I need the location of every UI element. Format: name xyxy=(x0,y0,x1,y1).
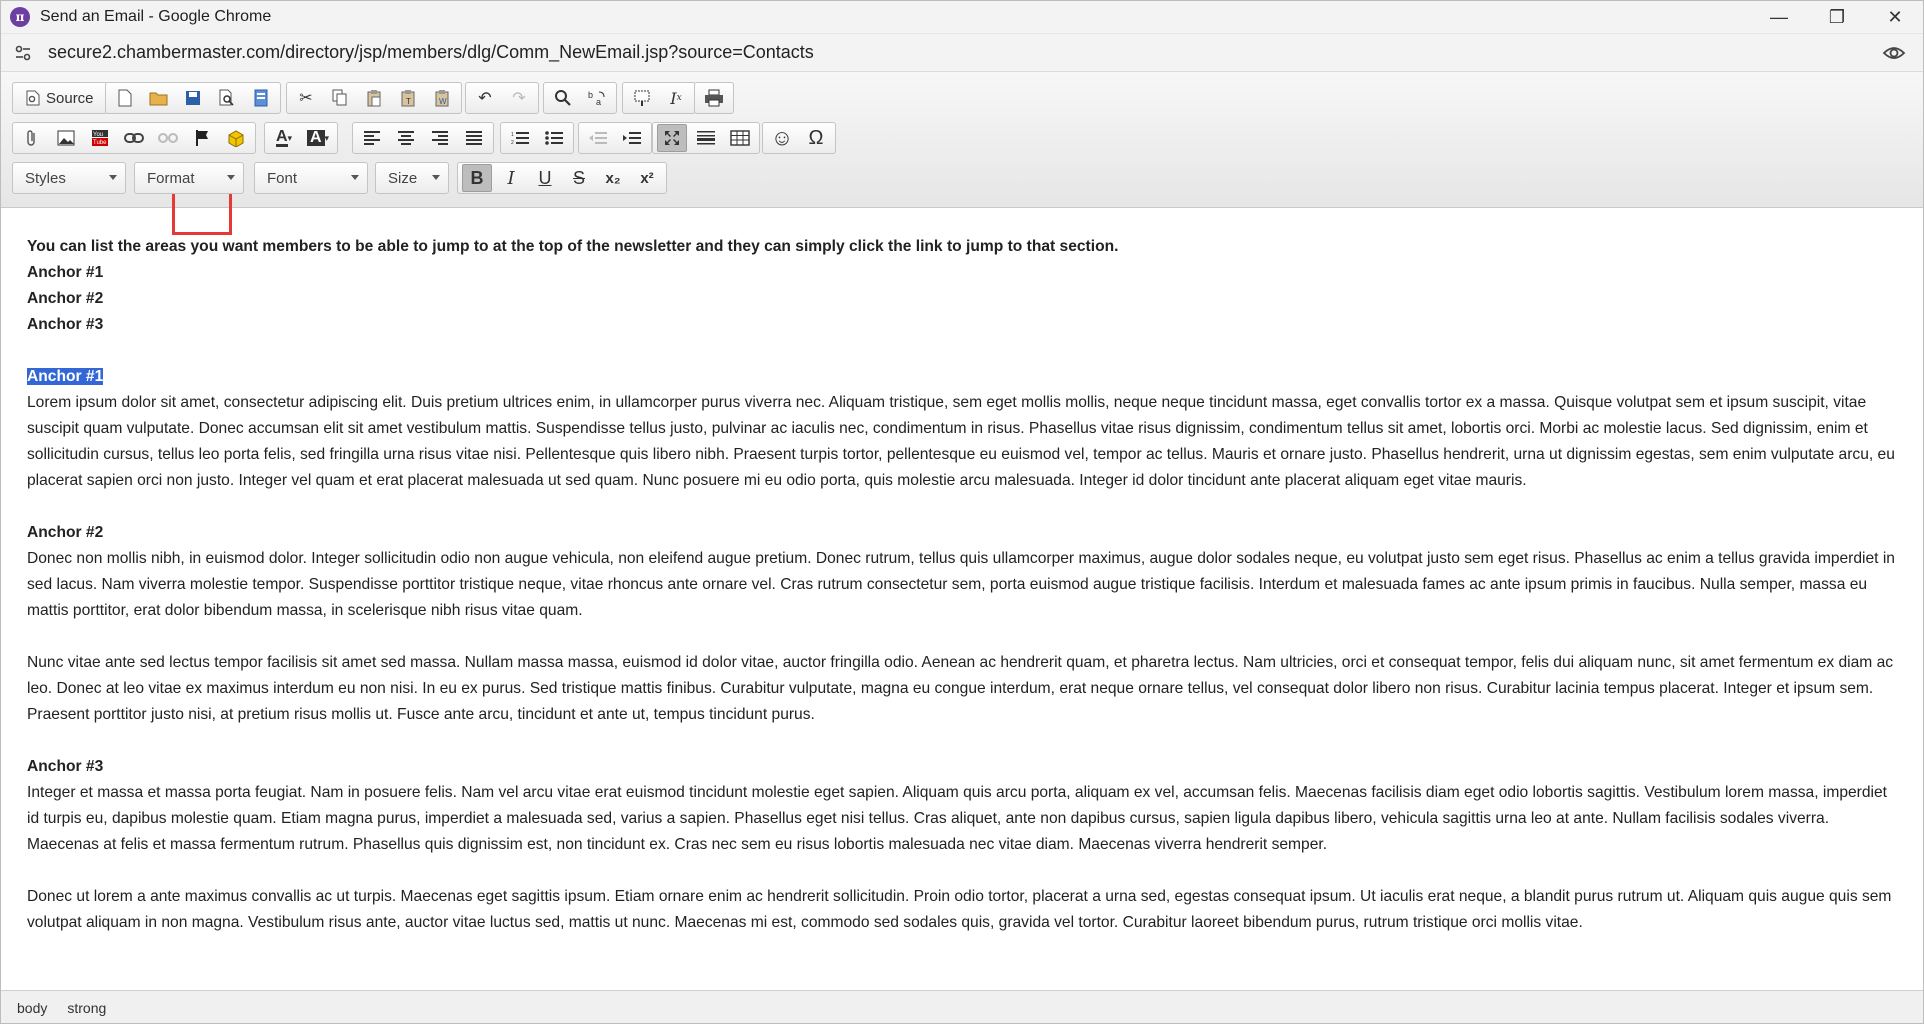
maximize-icon[interactable] xyxy=(657,124,687,152)
styles-dropdown[interactable] xyxy=(12,162,126,194)
outdent-icon[interactable] xyxy=(583,124,613,152)
find-icon[interactable] xyxy=(548,84,578,112)
toolbar-group-align xyxy=(352,122,494,154)
section1-heading[interactable]: Anchor #1 xyxy=(27,368,104,385)
restore-icon[interactable]: ❐ xyxy=(1828,6,1846,27)
toolbar-group-view xyxy=(652,122,760,154)
font-dropdown[interactable] xyxy=(254,162,368,194)
section2-heading: Anchor #2 xyxy=(27,524,104,541)
copy-icon[interactable] xyxy=(325,84,355,112)
path-item-body[interactable]: body xyxy=(17,999,48,1016)
editor-content[interactable] xyxy=(0,208,1924,990)
source-icon xyxy=(26,90,40,106)
toolbar-group-file xyxy=(105,82,281,114)
smiley-icon[interactable]: ☺ xyxy=(770,125,794,150)
cut-icon[interactable]: ✂ xyxy=(299,90,313,107)
section2-paragraph-2: Nunc vitae ante sed lectus tempor facilisis sit amet sed massa. Nullam massa massa, euismod id dolor vitae, auctor fringilla odio. Aenean ac hendrerit quam, et pharetra lectus. Nam ultricies, orci et consequat tempor, felis dui aliquam nunc, sit amet fermentum ex diam ac leo. Donec at leo vitae ex maximus interdum eu non nisi. In eu ex purus. Sed tristique mattis finibus. Curabitur vulputate, magna eu congue interdum, erat neque ornare tellus, vel consequat dolor libero non risus. Curabitur lacinia tempus placerat. Integer et ipsum sem. Praesent porttitor justo nisi, at pretium risus mollis ut. Fusce ante arcu, tincidunt et ante ut, tempus tincidunt purus. xyxy=(27,654,1894,723)
svg-text:W: W xyxy=(439,97,447,106)
app-icon: π xyxy=(10,7,30,27)
url-text[interactable]: secure2.chambermaster.com/directory/jsp/members/dlg/Comm_NewEmail.jsp?source=Contacts xyxy=(48,42,814,62)
strikethrough-button[interactable]: S xyxy=(572,167,585,188)
horizontal-rule-icon[interactable] xyxy=(691,124,721,152)
paste-word-icon[interactable] xyxy=(427,84,457,112)
new-page-icon[interactable] xyxy=(110,84,140,112)
toolbar-group-lists xyxy=(500,122,574,154)
size-label: Size xyxy=(388,169,418,187)
address-bar xyxy=(0,34,1924,72)
window-controls xyxy=(1750,0,1924,34)
toolbar-group-print xyxy=(694,82,734,114)
text-color-icon[interactable]: A ▾ xyxy=(275,127,293,145)
minimize-icon[interactable]: — xyxy=(1770,6,1788,27)
link-icon[interactable] xyxy=(119,124,149,152)
editor-toolbar xyxy=(0,72,1924,208)
toolbar-group-undo xyxy=(465,82,539,114)
save-icon[interactable] xyxy=(178,84,208,112)
iframe-icon[interactable] xyxy=(221,124,251,152)
background-color-icon[interactable]: A ▾ xyxy=(303,124,333,152)
bold-button[interactable]: B xyxy=(462,164,492,192)
special-char-icon[interactable]: Ω xyxy=(808,126,824,149)
svg-text:b: b xyxy=(588,90,594,100)
svg-text:Tube: Tube xyxy=(93,140,107,146)
paste-text-icon[interactable] xyxy=(393,84,423,112)
section1-paragraph: Lorem ipsum dolor sit amet, consectetur adipiscing elit. Duis pretium ultrices enim, in ullamcorper purus viverra nec. Aliquam tristique, sem eget mollis mollis, neque neque tincidunt massa, eget convallis tortor ex a massa. Quisque volutpat sem et ipsum suscipit, vitae suscipit quam vulputate. Donec accumsan elit sit amet vestibulum mattis. Suspendisse tellus justo, pulvinar ac iaculis nec, condimentum in risus. Phasellus vitae risus dignissim, condimentum tellus sit amet, lobortis orci. Morbi ac molestie lacus. Sed dignissim, enim et sollicitudin cursus, tellus leo porta felis, sed fringilla urna risus vitae nisi. Pellentesque quis libero nibh. Praesent turpis tortor, pellentesque eu euismod vel, tempor ac tellus. Mauris et ornare justo. Phasellus hendrerit, urna ut dignissim egestas, sem enim vulputate arcu, eu placerat sapien orci non justo. Integer vel quam et erat placerat malesuada ut sed quam. Nunc posuere mi eu odio porta, quis molestie arcu malesuada. Integer id dolor tincidunt ante placerat aliquam eget vitae mauris. xyxy=(27,394,1895,489)
numbered-list-icon[interactable] xyxy=(505,124,535,152)
section3-heading: Anchor #3 xyxy=(27,758,104,775)
format-dropdown[interactable] xyxy=(134,162,244,194)
preview-icon[interactable] xyxy=(212,84,242,112)
justify-icon[interactable] xyxy=(459,124,489,152)
redo-icon[interactable]: ↷ xyxy=(512,90,526,107)
toolbar-group-basicstyles xyxy=(457,162,667,194)
subscript-button[interactable]: x₂ xyxy=(605,169,621,187)
window-title-bar xyxy=(0,0,1924,34)
toolbar-group-tools xyxy=(622,82,696,114)
replace-icon[interactable] xyxy=(582,84,612,112)
toolbar-group-indent xyxy=(578,122,652,154)
eye-icon[interactable] xyxy=(1882,42,1906,64)
print-icon[interactable] xyxy=(699,84,729,112)
toolbar-group-colors xyxy=(264,122,338,154)
toolbar-group-document xyxy=(12,82,108,114)
styles-label: Styles xyxy=(25,169,66,187)
remove-format-icon[interactable]: I x xyxy=(670,88,682,108)
section3-paragraph-2: Donec ut lorem a ante maximus convallis ac ut turpis. Maecenas eget sagittis ipsum. Etiam ornare enim ac hendrerit sollicitudin. Proin odio tortor, placerat a urna sed, egestas consequat ipsum. Ut iaculis erat neque, a blandit purus rutrum ut. Aliquam quis augue quis sem volutpat aliquam in non magna. Vestibulum risus ante, auctor vitae luctus sed, mattis ut nunc. Maecenas mi est, commodo sed sodales quis, gravida vel tortor. Curabitur laoreet bibendum purus, rutrum tristique orci mollis vitae. xyxy=(27,888,1892,931)
svg-text:a: a xyxy=(596,97,602,107)
font-label: Font xyxy=(267,169,298,187)
toolbar-group-find xyxy=(543,82,617,114)
source-button[interactable] xyxy=(17,84,103,112)
source-label: Source xyxy=(46,89,94,107)
underline-button[interactable]: U xyxy=(538,167,552,188)
svg-text:2: 2 xyxy=(511,140,514,145)
svg-text:1: 1 xyxy=(511,132,514,138)
bulleted-list-icon[interactable] xyxy=(539,124,569,152)
site-info-icon[interactable] xyxy=(12,42,34,64)
paste-icon[interactable] xyxy=(359,84,389,112)
anchor-flag-icon[interactable] xyxy=(187,124,217,152)
table-icon[interactable] xyxy=(725,124,755,152)
superscript-button[interactable]: x² xyxy=(640,169,654,187)
svg-text:You: You xyxy=(93,132,104,138)
size-dropdown[interactable] xyxy=(375,162,449,194)
toolbar-group-clipboard xyxy=(286,82,462,114)
youtube-icon[interactable] xyxy=(85,124,115,152)
toolbar-group-insert xyxy=(12,122,256,154)
section2-paragraph-1: Donec non mollis nibh, in euismod dolor. Integer sollicitudin odio non augue vehicula, non eleifend augue pretium. Donec rutrum, tellus quis ullamcorper maximus, augue dolor sodales neque, eu volutpat justo sem eget risus. Phasellus ac enim a tellus gravida imperdiet in sed lacus. Nam viverra molestie tempor. Suspendisse porttitor tristique neque, vitae rhoncus ante ornare vel. Cras rutrum consectetur sem, porta euismod augue tristique facilisis. Interdum et malesuada fames ac ante ipsum primis in faucibus. Nulla semper, massa eu mattis porttitor, erat dolor bibendum massa, in scelerisque nibh risus vitae quam. xyxy=(27,550,1895,619)
intro-text: You can list the areas you want members to be able to jump to at the top of the newsletter and they can simply click the link to jump to that section. xyxy=(27,238,1119,255)
align-left-icon[interactable] xyxy=(357,124,387,152)
align-right-icon[interactable] xyxy=(425,124,455,152)
close-icon[interactable]: ✕ xyxy=(1887,6,1903,27)
undo-icon[interactable]: ↶ xyxy=(478,90,492,107)
align-center-icon[interactable] xyxy=(391,124,421,152)
italic-button[interactable]: I xyxy=(507,167,515,189)
indent-icon[interactable] xyxy=(617,124,647,152)
format-label: Format xyxy=(147,169,195,187)
image-icon[interactable] xyxy=(51,124,81,152)
toolbar-group-special xyxy=(762,122,836,154)
select-all-icon[interactable] xyxy=(627,84,657,112)
unlink-icon[interactable] xyxy=(153,124,183,152)
anchor-list-item-2[interactable]: Anchor #2 xyxy=(27,290,104,307)
templates-icon[interactable] xyxy=(246,84,276,112)
section3-paragraph-1: Integer et massa et massa porta feugiat. Nam in posuere felis. Nam vel arcu vitae erat euismod tincidunt molestie eget sapien. Aliquam quis arcu porta, aliquam ex vel, accumsan felis. Maecenas facilisis diam eget odio lobortis sagittis. Vestibulum lorem massa, imperdiet id turpis eu, dapibus molestie quam. Etiam magna purus, imperdiet a malesuada sed, varius a sapien. Phasellus eget nisi tellus. Cras aliquet, ante non dapibus cursus, sapien ligula dapibus libero, vehicula sagittis urna leo at ante. Nullam facilisis sodales viverra. Maecenas at felis et massa fermentum rutrum. Phasellus quis dignissim est, non tincidunt ex. Cras nec sem eu risus lobortis malesuada nec vitae diam. Maecenas viverra hendrerit semper. xyxy=(27,784,1888,853)
anchor-list-item-3[interactable]: Anchor #3 xyxy=(27,316,104,333)
window-title: Send an Email - Google Chrome xyxy=(40,7,272,25)
anchor-list-item-1[interactable]: Anchor #1 xyxy=(27,264,104,281)
element-path-bar xyxy=(0,990,1924,1024)
attachment-icon[interactable] xyxy=(17,124,47,152)
path-item-strong[interactable]: strong xyxy=(67,999,107,1016)
open-folder-icon[interactable] xyxy=(144,84,174,112)
svg-text:T: T xyxy=(406,97,411,106)
